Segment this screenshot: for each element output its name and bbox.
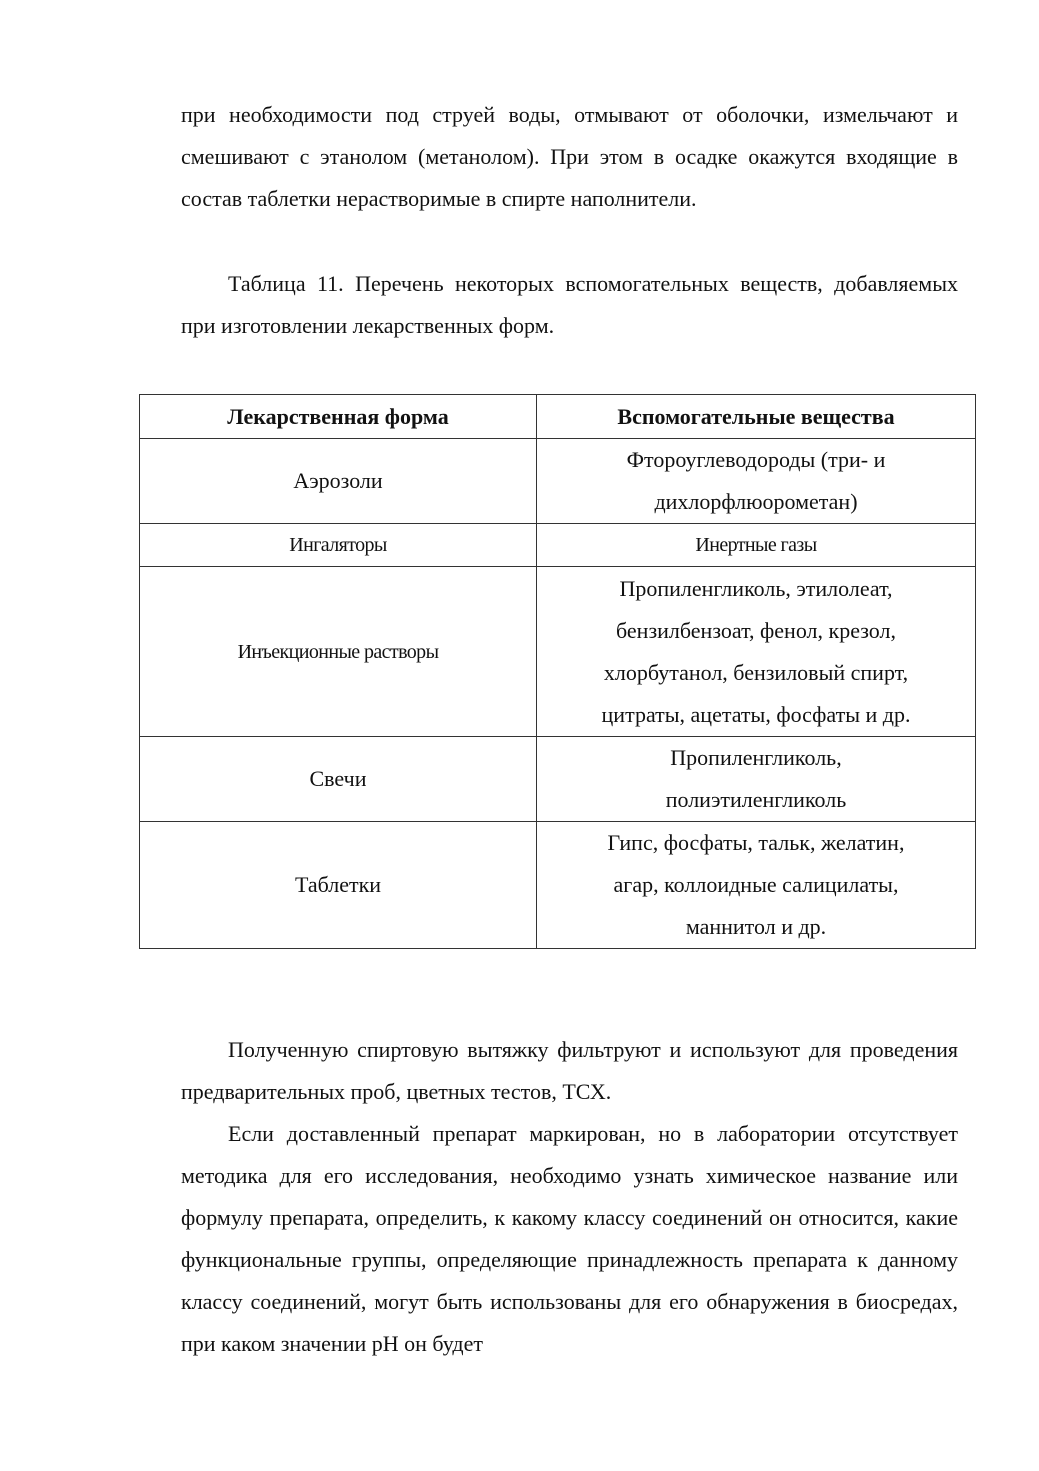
excipients-line: Пропиленгликоль, — [670, 745, 842, 770]
excipients-line: бензилбензоат, фенол, крезол, — [616, 617, 896, 643]
table-row — [140, 524, 976, 567]
excipients-table — [139, 394, 976, 949]
table-header-row — [140, 395, 976, 439]
excipients-line: хлорбутанол, бензиловый спирт, — [603, 659, 909, 685]
excipients-cell — [537, 567, 976, 737]
excipients-line: цитраты, ацетаты, фосфаты и др. — [601, 701, 911, 727]
excipients-line: Фтороуглеводороды (три- и — [626, 447, 886, 472]
table-row — [140, 822, 976, 949]
table-row — [140, 737, 976, 822]
excipients-line: полиэтиленгликоль — [665, 787, 847, 812]
paragraph-after-table-2: Если доставленный препарат маркирован, но в лаборатории отсутствует методика для его исследования, необходимо узнать химическое название или формулу препарата, определить, к какому классу соединений он относится, какие функциональные группы, определяющие принадлежность препарата к данному классу соединений, могут быть использованы для его обнаружения в биосредах, при каком значении pH он будет — [181, 1121, 958, 1356]
excipients-cell — [537, 439, 976, 524]
dosage-form-cell: Аэрозоли — [140, 439, 537, 524]
paragraph-after-table-1: Полученную спиртовую вытяжку фильтруют и используют для проведения предварительных проб, цветных тестов, ТСХ. — [181, 1037, 958, 1104]
excipients-line: агар, коллоидные салицилаты, — [613, 872, 899, 897]
excipients-cell — [537, 822, 976, 949]
excipients-line: маннитол и др. — [685, 914, 827, 939]
excipients-line: Инертные газы — [695, 534, 817, 556]
table-row — [140, 567, 976, 737]
header-excipients: Вспомогательные вещества — [537, 395, 976, 439]
dosage-form-cell: Ингаляторы — [140, 524, 537, 567]
table-row — [140, 439, 976, 524]
excipients-line: Гипс, фосфаты, тальк, желатин, — [607, 830, 905, 855]
table-caption: Таблица 11. Перечень некоторых вспомогательных веществ, добавляемых при изготовлении лекарственных форм. — [181, 271, 958, 338]
excipients-cell — [537, 524, 976, 567]
excipients-line: Пропиленгликоль, этилолеат, — [619, 575, 893, 601]
header-dosage-form: Лекарственная форма — [140, 395, 537, 439]
dosage-form-cell: Свечи — [140, 737, 537, 822]
paragraph-top: при необходимости под струей воды, отмывают от оболочки, измельчают и смешивают с этанолом (метанолом). При этом в осадке окажутся входящие в состав таблетки нерастворимые в спирте наполнители. — [181, 102, 958, 211]
excipients-line: дихлорфлюорометан) — [654, 489, 858, 514]
dosage-form-cell: Инъекционные растворы — [140, 567, 537, 737]
dosage-form-cell: Таблетки — [140, 822, 537, 949]
excipients-cell — [537, 737, 976, 822]
